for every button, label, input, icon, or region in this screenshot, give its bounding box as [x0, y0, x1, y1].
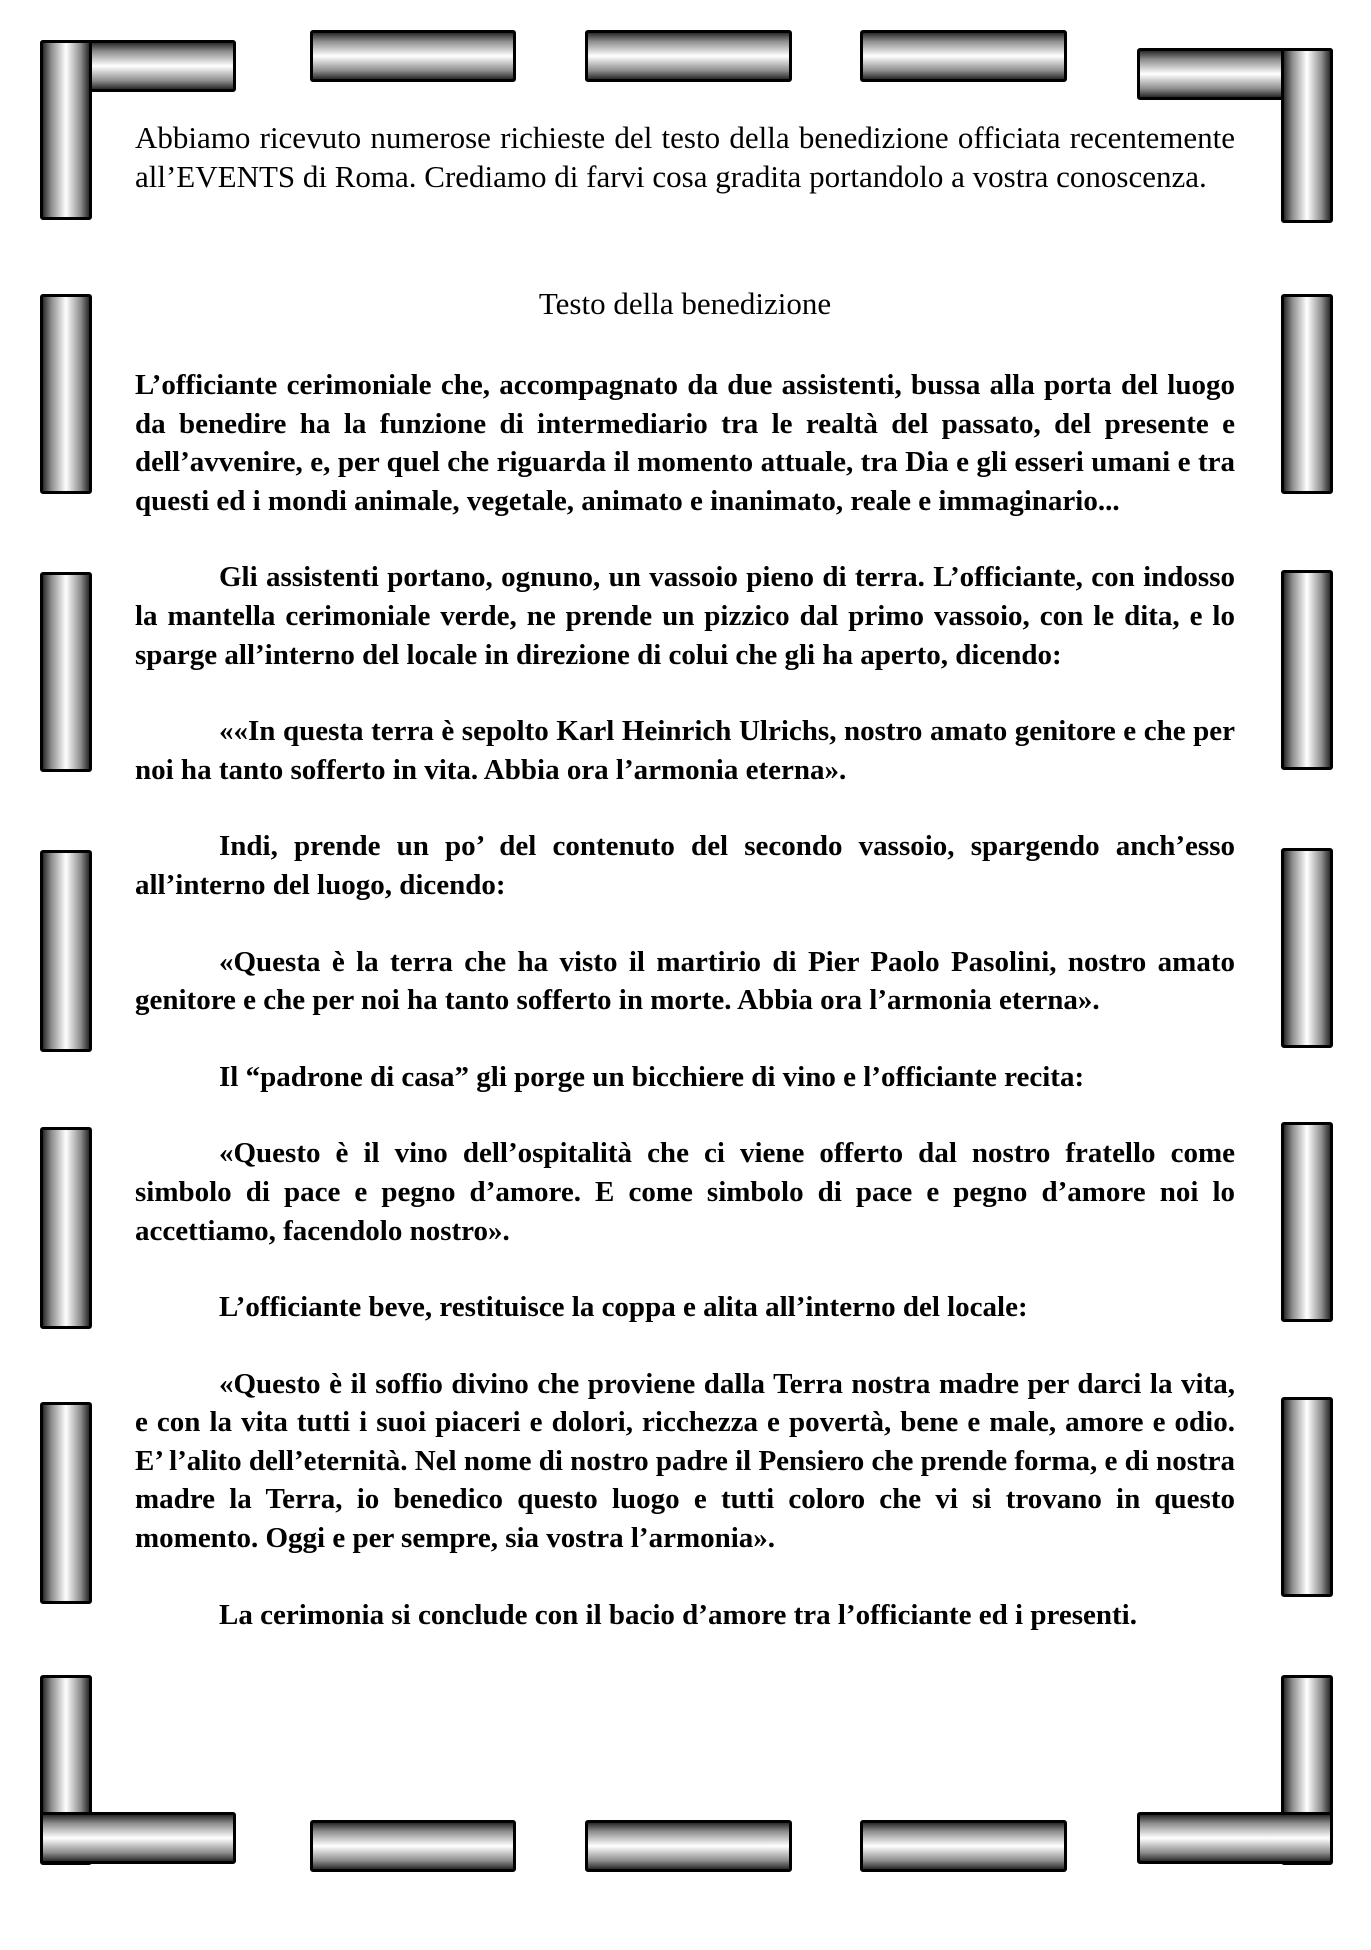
paragraph-wine-blessing: «Questo è il vino dell’ospitalità che ci viene offerto dal nostro fratello come simbolo di pace e pegno d’amore. E come simbolo di pace e pegno d’amore noi lo accettiamo, facendolo nostro».: [135, 1137, 1235, 1247]
frame-bottom-left-bar: [40, 1812, 236, 1864]
frame-left-bar-5: [40, 1402, 92, 1604]
paragraph-conclusion: La cerimonia si conclude con il bacio d’amore tra l’officiante ed i presenti.: [219, 1598, 1137, 1631]
frame-left-bar-2: [40, 572, 92, 772]
paragraph-assistants: Gli assistenti portano, ognuno, un vassoio pieno di terra. L’officiante, con indosso la mantella cerimoniale verde, ne prende un pizzico dal primo vassoio, con le dita, e lo sparge all’interno del locale in direzione di colui che gli ha aperto, dicendo:: [135, 561, 1235, 671]
paragraph-officiant-role: L’officiante cerimoniale che, accompagnato da due assistenti, bussa alla porta del luogo da benedire ha la funzione di intermediario tra le realtà del passato, del presente e dell’avvenire, e, per quel che riguarda il momento attuale, tra Dia e gli esseri umani e tra questi ed i mondi animale, vegetale, animato e inanimato, reale e immaginario...: [135, 369, 1235, 517]
frame-right-bar-1: [1281, 294, 1333, 494]
paragraph-second-earth: «Questa è la terra che ha visto il martirio di Pier Paolo Pasolini, nostro amato genitore e che per noi ha tanto sofferto in morte. Abbia ora l’armonia eterna».: [135, 945, 1235, 1017]
frame-bottom-bar-3: [860, 1820, 1067, 1872]
paragraph-first-earth: ««In questa terra è sepolto Karl Heinrich Ulrichs, nostro amato genitore e che per noi ha tanto sofferto in vita. Abbia ora l’armonia eterna».: [135, 715, 1235, 786]
frame-bottom-bar-2: [585, 1820, 792, 1872]
intro-paragraph: Abbiamo ricevuto numerose richieste del testo della benedizione officiata recentemente all’EVENTS di Roma. Crediamo di farvi cosa gradita portandolo a vostra conoscenza.: [135, 120, 1235, 194]
frame-right-bar-4: [1281, 1122, 1333, 1322]
frame-top-bar-3: [860, 30, 1067, 82]
frame-left-bar-4: [40, 1127, 92, 1329]
frame-bottom-bar-1: [310, 1820, 516, 1872]
frame-top-bar-2: [585, 30, 792, 82]
frame-left-bar-3: [40, 850, 92, 1052]
paragraph-divine-breath: «Questo è il soffio divino che proviene dalla Terra nostra madre per darci la vita, e con la vita tutti i suoi piaceri e dolori, ricchezza e povertà, bene e male, amore e odio. E’ l’alito dell’eternità. Nel nome di nostro padre il Pensiero che prende forma, e di nostra madre la Terra, io benedico questo luogo e tutti coloro che vi si trovano in questo momento. Oggi e per sempre, sia vostra l’armonia».: [135, 1367, 1236, 1555]
paragraph-wine-offer: Il “padrone di casa” gli porge un bicchiere di vino e l’officiante recita:: [219, 1060, 1085, 1093]
frame-right-bar-2: [1281, 570, 1333, 770]
paragraph-second-tray: Indi, prende un po’ del contenuto del secondo vassoio, spargendo anch’esso all’interno del luogo, dicendo:: [135, 830, 1235, 901]
blessing-text: [135, 366, 1235, 1672]
section-heading: Testo della benedizione: [538, 286, 832, 321]
frame-top-bar-1: [310, 30, 516, 82]
frame-right-bar-3: [1281, 848, 1333, 1048]
frame-bottom-right-bar: [1137, 1812, 1333, 1864]
paragraph-officiant-drinks: L’officiante beve, restituisce la coppa e alita all’interno del locale:: [219, 1291, 1028, 1324]
frame-top-right-post: [1281, 48, 1333, 223]
frame-left-bar-1: [40, 294, 92, 494]
frame-right-bar-5: [1281, 1397, 1333, 1597]
frame-top-left-post: [40, 40, 92, 220]
